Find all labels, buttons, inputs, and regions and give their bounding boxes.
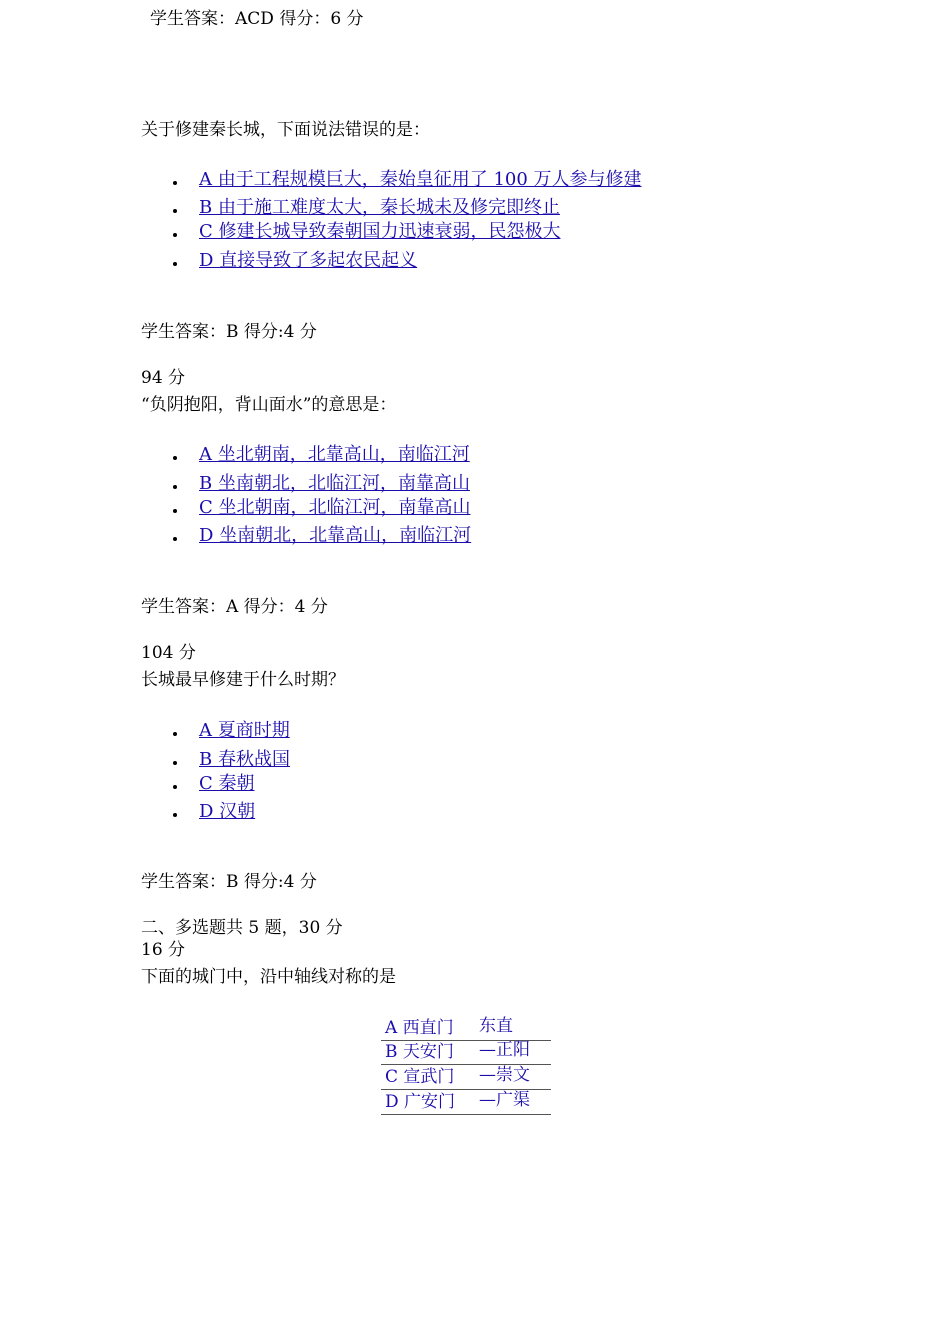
gate-pair-label: —正阳 [479, 1040, 530, 1060]
list-bullet [173, 233, 177, 237]
option-d-link[interactable]: D 坐南朝北，北靠高山，南临江河 [199, 525, 472, 546]
option-c-link[interactable]: C 修建长城导致秦朝国力迅速衰弱，民怨极大 [199, 221, 561, 242]
list-bullet [173, 209, 177, 213]
gate-option-label[interactable]: A 西直门 [385, 1018, 454, 1038]
gate-option-label[interactable]: C 宣武门 [385, 1067, 455, 1087]
list-bullet [173, 732, 177, 736]
answer-line: 学生答案：ACD 得分：6 分 [150, 9, 364, 29]
gate-pair-label: 东直 [479, 1016, 513, 1036]
gate-pair-row[interactable] [381, 1065, 551, 1090]
gate-option-label[interactable]: D 广安门 [385, 1092, 456, 1112]
gate-pair-label: —广渠 [479, 1090, 530, 1110]
section-heading: 二、多选题共 5 题，30 分 [141, 918, 343, 938]
gate-pair-label: —崇文 [479, 1065, 530, 1085]
list-bullet [173, 813, 177, 817]
question-number: 94 分 [141, 368, 186, 388]
list-bullet [173, 785, 177, 789]
gate-pair-row[interactable] [381, 1016, 551, 1041]
option-d-link[interactable]: D 直接导致了多起农民起义 [199, 250, 418, 271]
question-text: 长城最早修建于什么时期？ [141, 670, 345, 690]
question-text: 下面的城门中，沿中轴线对称的是 [141, 967, 396, 987]
option-b-link[interactable]: B 坐南朝北，北临江河，南靠高山 [199, 473, 470, 494]
question-number: 104 分 [141, 643, 196, 663]
option-a-link[interactable]: A 由于工程规模巨大，秦始皇征用了 100 万人参与修建 [199, 169, 642, 190]
list-bullet [173, 485, 177, 489]
list-bullet [173, 537, 177, 541]
list-bullet [173, 181, 177, 185]
list-bullet [173, 509, 177, 513]
option-b-link[interactable]: B 春秋战国 [199, 749, 290, 770]
option-c-link[interactable]: C 坐北朝南，北临江河，南靠高山 [199, 497, 471, 518]
option-a-link[interactable]: A 坐北朝南，北靠高山，南临江河 [199, 444, 470, 465]
list-bullet [173, 761, 177, 765]
question-text: 关于修建秦长城，下面说法错误的是： [141, 120, 430, 140]
answer-line: 学生答案：A 得分：4 分 [141, 597, 328, 617]
gate-pair-row[interactable] [381, 1040, 551, 1065]
option-b-link[interactable]: B 由于施工难度太大，秦长城未及修完即终止 [199, 197, 560, 218]
list-bullet [173, 456, 177, 460]
list-bullet [173, 262, 177, 266]
option-d-link[interactable]: D 汉朝 [199, 801, 256, 822]
question-number: 16 分 [141, 940, 186, 960]
option-a-link[interactable]: A 夏商时期 [199, 720, 290, 741]
answer-line: 学生答案：B 得分:4 分 [141, 872, 317, 892]
answer-line: 学生答案：B 得分:4 分 [141, 322, 317, 342]
gate-option-label[interactable]: B 天安门 [385, 1042, 454, 1062]
option-c-link[interactable]: C 秦朝 [199, 773, 255, 794]
question-text: “负阴抱阳，背山面水”的意思是： [141, 395, 397, 415]
gate-pair-row[interactable] [381, 1090, 551, 1115]
